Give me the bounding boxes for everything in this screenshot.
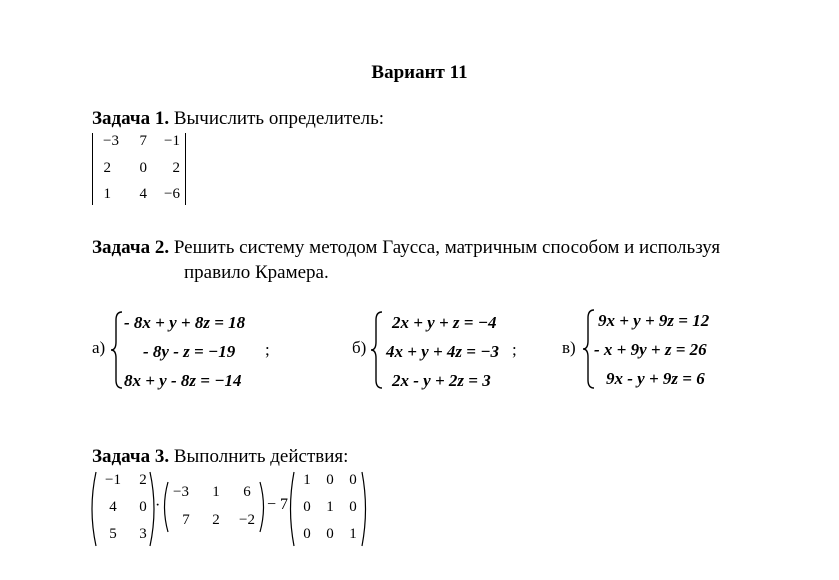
matrix-b-cell: −2: [239, 512, 255, 528]
system-b-eq2: 4x + y + 4z = −3: [386, 342, 500, 361]
task3-heading: [92, 446, 348, 468]
matrix-a-cell: 4: [109, 499, 117, 515]
det-cell: 1: [103, 186, 111, 202]
matrix-e-cell: 0: [303, 526, 311, 542]
system-b-label: б): [352, 338, 367, 357]
task3-text: Выполнить действия:: [173, 446, 349, 467]
matrix-e-cell: 0: [326, 526, 334, 542]
system-c-eq3: 9x - y + 9z = 6: [606, 369, 705, 388]
system-c-eq2: - x + 9y + z = 26: [594, 340, 707, 359]
matrix-a-cell: 5: [109, 526, 117, 542]
task3-label: Задача 3.: [92, 446, 170, 467]
matrix-e-cell: 1: [349, 526, 357, 542]
matrix-b-cell: 7: [182, 512, 190, 528]
matrix-b-cell: −3: [173, 484, 189, 500]
task2-heading: [92, 237, 720, 259]
matrix-a-cell: 0: [139, 499, 147, 515]
minus-seven: − 7: [267, 496, 289, 513]
task2-text-line2: правило Крамера.: [184, 262, 329, 283]
matrix-e-cell: 1: [303, 472, 311, 488]
matrix-e-cell: 0: [349, 472, 357, 488]
det-cell: 4: [139, 186, 147, 202]
system-c-eq1: 9x + y + 9z = 12: [598, 311, 710, 330]
task1-label: Задача 1.: [92, 108, 170, 129]
det-cell: 2: [172, 160, 180, 176]
matrix-b-cell: 6: [243, 484, 251, 500]
system-a-label: а): [92, 338, 106, 357]
det-cell: 2: [103, 160, 111, 176]
determinant: [92, 133, 186, 205]
system-a-eq3: 8x + y - 8z = −14: [124, 371, 242, 390]
task1-heading: [92, 108, 384, 130]
multiply-dot: ·: [155, 497, 161, 514]
matrix-b-cell: 1: [212, 484, 220, 500]
system-a-brace: [110, 310, 124, 390]
matrix-a-cell: 3: [139, 526, 147, 542]
system-b-separator: ;: [512, 340, 517, 359]
matrix-b-cell: 2: [212, 512, 220, 528]
det-cell: 0: [139, 160, 147, 176]
system-b-brace: [370, 310, 384, 390]
system-a-eq2: - 8y - z = −19: [143, 342, 236, 361]
matrix-e-cell: 0: [349, 499, 357, 515]
det-cell: 7: [139, 133, 147, 149]
system-b-eq3: 2x - y + 2z = 3: [392, 371, 491, 390]
system-a-separator: ;: [265, 340, 270, 359]
det-cell: −6: [164, 186, 180, 202]
matrix-e-cell: 1: [326, 499, 334, 515]
task2-text: Решить систему методом Гаусса, матричным способом и используя: [173, 237, 721, 258]
task1-text: Вычислить определитель:: [173, 108, 385, 129]
det-cell: −1: [164, 133, 180, 149]
matrix-e-cell: 0: [303, 499, 311, 515]
system-c-label: в): [562, 338, 576, 357]
system-a-eq1: - 8x + y + 8z = 18: [124, 313, 246, 332]
det-cell: −3: [103, 133, 119, 149]
matrix-e-cell: 0: [326, 472, 334, 488]
task2-label: Задача 2.: [92, 237, 170, 258]
matrix-a-cell: 2: [139, 472, 147, 488]
matrix-a-cell: −1: [105, 472, 121, 488]
system-b-eq1: 2x + y + z = −4: [392, 313, 497, 332]
variant-title: Вариант 11: [371, 62, 468, 83]
